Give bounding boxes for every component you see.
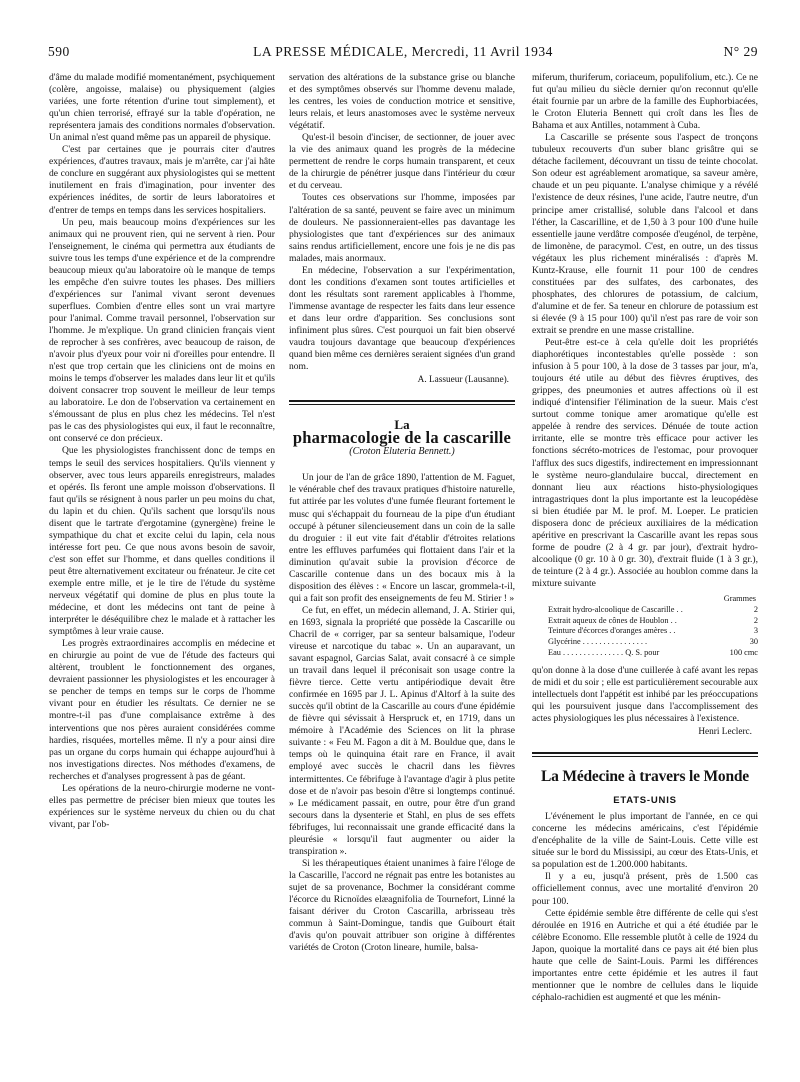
paragraph: Les opérations de la neuro-chirurgie moderne ne vont-elles pas permettre de préciser bien mieux que toutes les expériences sur le système nerveux du chien ou du chat vivant, par l'ob-: [49, 782, 275, 830]
section-title: La Médecine à travers le Monde: [541, 768, 749, 786]
paragraph: C'est par certaines que je pourrais citer d'autres expériences, d'autres travaux, mais je m'arrête, car j'ai hâte de conclure en suggérant aux physiologistes qui se mettent inutilement en frais d'imagination, pour inventer des expériences inédites, de sortir de leurs laboratoires et d'entrer de temps en temps dans les services hospitaliers.: [49, 144, 275, 216]
paragraph: qu'on donne à la dose d'une cuillerée à café avant les repas de midi et du soir ; elle est particulièrement secourable aux intellectuels dont l'appétit est inhibé par les préoccupations qui les poursuivent jusque dans l'accomplissement des actes physiologiques les plus nécessaires à l'existence.: [532, 664, 758, 724]
formula-ingredient: Glycérine . . . . . . . . . . . . . . . .: [548, 637, 648, 647]
paragraph: Que les physiologistes franchissent donc de temps en temps le seuil des services hospitaliers. Qu'ils viennent y observer, avec tous leurs appareils enregistreurs, malades et opérés. Ils feront une ample moisson d'observations. Il faut qu'ils se résignent à nous parler un peu moins du chat, du lapin et du chien. Qu'ils sachent que lorsqu'ils nous disent que le tartrate d'ergotamine (gynergène) freine le sympathique du chat et excite celui du lapin, cela nous intéresse fort peu. Ce que nous avons besoin de savoir, c'est son effet sur l'homme, et dans quelles conditions il peut être alternativement excitateur ou frénateur. Je cite cet exemple entre mille, et je le tire de l'étude du système nerveux végétatif qui domine de plus en plus toute la médecine, et dont les médecins ont tant de peine à interpréter le déséquilibre chez le malade et à rattacher les symptômes à leur vraie cause.: [49, 445, 275, 638]
section-divider-thin: [532, 756, 758, 757]
paragraph: d'âme du malade modifié momentanément, psychiquement (colère, angoisse, malaise) ou physiquement (algies variées, une forte rétention d'urine tout simplement), et qu'un chien terrorisé, effrayé sur la table d'opération, ne représentera jamais des conditions normales d'observation. Un animal n'est quand même pas un appareil de physique.: [49, 72, 275, 144]
formula-quantity: 100 cmc: [729, 648, 758, 657]
paragraph: Peut-être est-ce à cela qu'elle doit les propriétés diaphorétiques incontestables qu'elle possède : son infusion à 5 pour 100, à la dose de 3 tasses par jour, m'a, toujours été utile au début des fièvres éruptives, des grippes, des pneumonies et autres affections où il est indiqué d'intensifier l'élimination de la sueur. Mais c'est surtout comme tonique amer aromatique qu'elle est appelée à rendre des services. Dénuée de toute action irritante, elle se montre très efficace pour activer les fonctions sécréto-motrices de l'estomac, pour provoquer l'afflux des sucs digestifs, indirectement en impressionnant le système neuro-glandulaire buccal, directement en donnant lieu aux réactions histo-physiologiques intragastriques dont la plus importante est la leucopédèse si bien étudiée par M. le prof. M. Loeper. Le praticien disposera donc de précieux auxiliaires de la médication apéritive en prescrivant la Cascarille avant les repas sous forme de poudre (2 à 4 gr. par jour), d'extrait hydro-alcoolique (0 gr. 10 à 0 gr. 30), d'extrait fluide (1 à 3 gr.), de teinture (2 à 4 gr.). Associée au houblon comme dans la mixture suivante: [532, 337, 758, 589]
column-middle: [289, 72, 515, 1072]
paragraph: Ce fut, en effet, un médecin allemand, J. A. Stirier qui, en 1693, signala la propriété que possède la Cascarille ou Chacril de « corriger, par sa senteur balsamique, l'odeur vireuse et narcotique du tabac ». Un an auparavant, un savant espagnol, Garcias Salat, avait consacré à ce simple un travail dans lequel il préconisait son usage contre la fièvre tierce. Cette vertu antipériodique devait être confirmée en 1695 par J. L. Apinus d'Altorf à la suite des succès qu'il obtint de la Cascarille au cours d'une épidémie de fièvre qui sévissait à Herspruck et, en 1719, dans un mémoire à l'Académie des Sciences on lit la phrase suivante : « Feu M. Fagon a dit à M. Bouldue que, dans le temps où le quinquina était rare en France, il avait employé avec succès le chacril dans les fièvres intermittentes. Ce fébrifuge à l'avantage d'agir à plus petite dose et de n'avoir pas besoin d'être si longtemps continué. » Le médicament passait, en outre, pour être d'un grand secours dans la dysenterie et Stahl, en plus de ses effets fébrifuges, lui reconnaissait une grande efficacité dans la pleurésie « lorsqu'il faut augmenter ou aider la transpiration ».: [289, 604, 515, 857]
column-right: [532, 72, 758, 1072]
formula-unit-header: Grammes: [723, 594, 756, 604]
paragraph: L'événement le plus important de l'année, en ce qui concerne les médecins américains, c'est l'épidémie d'encéphalite de la ville de Saint-Louis. Cette ville est située sur le bord du Mississipi, au cœur des Etats-Unis, et sa population est de 1.200.000 habitants.: [532, 811, 758, 871]
journal-title: LA PRESSE MÉDICALE, Mercredi, 11 Avril 1934: [253, 44, 553, 59]
paragraph: Cette épidémie semble être différente de celle qui s'est déroulée en 1916 en Autriche et qui a été étudiée par le célèbre Economo. Elle ressemble plutôt à celle de 1924 du Japon, quoique la mortalité dans ce pays ait été bien plus haute que celle de Saint-Louis. Parmi les différences importantes entre cette épidémie et les autres il faut mentionner que le nombre de cellules dans le liquide céphalo-rachidien est augmenté et que les ménin-: [532, 907, 758, 1003]
formula-ingredient: Extrait hydro-alcoolique de Cascarille . .: [548, 604, 683, 614]
formula-row: [532, 605, 758, 616]
article-subtitle: (Croton Eluteria Bennett.): [349, 446, 455, 458]
paragraph: Qu'est-il besoin d'inciser, de sectionner, de jouer avec la vie des animaux quand les progrès de la médecine permettent de rendre le corps humain transparent, et ceux de la chirurgie de pénétrer jusque dans l'intérieur du cœur et du cerveau.: [289, 132, 515, 192]
formula-row: [532, 616, 758, 627]
paragraph: servation des altérations de la substance grise ou blanche et des symptômes observés sur l'homme devenu malade, les centres, les voies de conduction motrice et sensitive, leurs relais, et leurs anastomoses avec le système nerveux végétatif.: [289, 72, 515, 132]
formula-ingredient: Eau . . . . . . . . . . . . . . . Q. S. pour: [548, 648, 660, 657]
prescription-formula: [532, 594, 758, 659]
section-divider-thick: [289, 400, 515, 402]
formula-row: [532, 637, 758, 648]
column-left: [49, 72, 275, 1072]
paragraph: Si les thérapeutiques étaient unanimes à faire l'éloge de la Cascarille, l'accord ne régnait pas entre les botanistes au sujet de sa provenance, Bochmer la considérant comme l'écorce du Ricnoïdes elæagnifolia de Tournefort, Linné la faisant dériver du Croton Cascarilla, arbrisseau très commun à Saint-Domingue, tandis que Guibourt était d'avis qu'on pouvait attribuer son origine à différentes variétés de Croton (Croton lineare, humile, balsa-: [289, 857, 515, 954]
article-title: pharmacologie de la cascarille: [292, 428, 512, 448]
formula-row: [532, 648, 758, 659]
paragraph: Toutes ces observations sur l'homme, imposées par l'altération de sa santé, peuvent se faire avec un minimum de douleurs. Ne passionneraient-elles pas davantage les physiologistes que tant d'expériences sur des animaux sains rendus artificiellement, encore une fois je ne dis pas malades, mais anormaux.: [289, 192, 515, 264]
author-signature: Henri Leclerc.: [698, 727, 752, 738]
page-number: 590: [48, 44, 70, 59]
article-kicker: La: [394, 417, 410, 433]
paragraph: En médecine, l'observation a sur l'expérimentation, dont les conditions d'examen sont toutes artificielles et dont les résultats sont rarement applicables à l'homme, l'immense avantage de respecter les faits dans leur essence et dans leur ordre d'apparition. Ses conclusions sont infiniment plus sûres. C'est pourquoi un fait bien observé vaudra toujours davantage que beaucoup d'expériences quand bien même ces dernières seraient signées d'un grand nom.: [289, 264, 515, 373]
paragraph: Un peu, mais beaucoup moins d'expériences sur les animaux qui ne prouvent rien, qui ne servent à rien. Pour l'enseignement, le cinéma qui permettra aux étudiants de suivre tous les temps d'une expérience et de la comprendre beaucoup mieux qu'au laboratoire où le manque de temps les empêche d'en suivre toutes les phases. Des milliers d'expériences sur l'animal vivant seront devenues superflues. Combien d'entre elles sont un vrai martyre pour l'animal. Comme travail personnel, l'observation sur l'homme. Je m'explique. Un grand clinicien français vient de reprocher à ses confrères, avec beaucoup de raison, de n'avoir plus d'yeux pour voir ni d'oreilles pour entendre. Il n'est que trop certain que les cliniciens ont de moins en moins le temps d'observer les malades dans leur lit et qu'ils doivent consacrer trop souvent le meilleur de leur temps au laboratoire. Le don de l'observation va certainement en s'émoussant de plus en plus chez les médecins. Tel n'est pas le cas des physiologistes qui eux, il faut le reconnaître, ont conservé ce don précieux.: [49, 216, 275, 445]
paragraph: La Cascarille se présente sous l'aspect de tronçons tubuleux recouverts d'un suber blanc grisâtre qui se détache facilement, découvrant un tissu de teinte chocolat. Son odeur est agréablement aromatique, sa saveur amère, chaude et un peu piquante. L'analyse chimique y a révélé l'existence de deux résines, l'une acide, l'autre neutre, d'un principe amer cristallisé, soluble dans l'alcool et dans l'éther, la Cascarilline, et de 1,50 à 3 pour 100 d'une huile essentielle jaune verdâtre composée d'eugénol, de terpène, de limonène, de paracymol. C'est, en outre, un des tissus végétaux les plus richement minéralisés : d'après M. Kuntz-Krause, elle fournit 11 pour 100 de cendres constituées par des sulfates, des carbonates, des phosphates, des chlorures de potassium, de calcium, d'alumine et de fer. Sa teneur en chlorure de potassium est si élevée (9 à 15 pour 100) qu'il n'est pas rare de voir son extrait se prendre en une masse cristalline.: [532, 132, 758, 336]
formula-quantity: 2: [753, 604, 758, 614]
formula-quantity: 2: [753, 615, 758, 625]
section-divider-thick: [532, 752, 758, 754]
paragraph: Un jour de l'an de grâce 1890, l'attention de M. Faguet, le vénérable chef des travaux pratiques d'histoire naturelle, fut attirée par les volutes d'une fumée fleurant fortement le musc qui s'échappait du fourneau de la pipe d'un étudiant occupé à pétuner silencieusement dans un coin de la salle du droguier : il eut vite fait d'établir d'étroites relations entre les effluves parfumées qui flottaient dans l'air et la diminution qu'avait subie la provision d'écorce de Cascarille contenue dans un des bocaux mis à la disposition des élèves : « Encore un lascar, grommela-t-il, qui a fait son profit des enseignements de feu M. Stirier ! »: [289, 472, 515, 604]
paragraph: Les progrès extraordinaires accomplis en médecine et en chirurgie au point de vue de l'étude des facteurs qui altèrent, troublent le fonctionnement des organes, devraient passionner les physiologistes et les encourager à se pencher de temps en temps sur le corps de l'homme vivant pour en étudier les résultats. Ce dernier ne se montre-t-il pas d'une complaisance extrême à des interventions que nos pères auraient considérées comme hardies, risquées, mortelles même. Il n'y a pour ainsi dire pas un organe du corps humain qui échappe aujourd'hui à nos investigations directes. Nos méthodes d'examens, de recherches et d'analyses progressent à pas de géant.: [49, 638, 275, 782]
formula-quantity: 3: [753, 626, 758, 636]
section-subtitle: ETATS-UNIS: [613, 795, 677, 807]
paragraph: Il y a eu, jusqu'à présent, près de 1.500 cas officiellement connus, avec une mortalité d'environ 20 pour 100.: [532, 871, 758, 907]
issue-number: N° 29: [723, 44, 758, 59]
paragraph: miferum, thuriferum, coriaceum, populifolium, etc.). Ce ne fut qu'au milieu du siècle dernier qu'on reconnut qu'elle était fournie par un arbre de la famille des Euphorbiacées, le Croton Eluteria Bennett qui croît dans les Îles de Bahama et aux Antilles, notamment à Cuba.: [532, 72, 758, 132]
formula-quantity: 30: [749, 637, 758, 647]
author-signature: A. Lassueur (Lausanne).: [417, 375, 509, 386]
section-divider-thin: [289, 404, 515, 405]
page-header: [48, 44, 758, 64]
formula-ingredient: Teinture d'écorces d'oranges amères . .: [548, 626, 676, 636]
formula-ingredient: Extrait aqueux de cônes de Houblon . .: [548, 615, 677, 625]
formula-row: [532, 626, 758, 637]
